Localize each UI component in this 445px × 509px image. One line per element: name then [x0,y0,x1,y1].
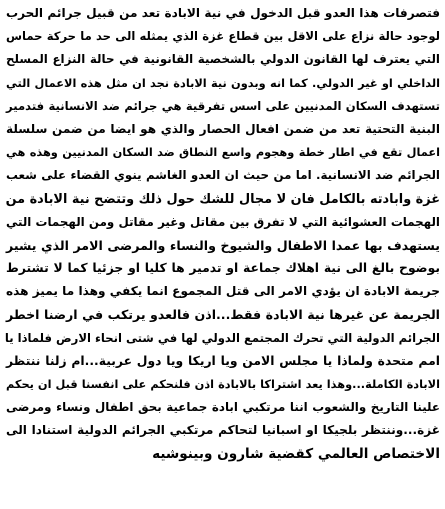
text-line-18: علينا التاريخ والشعوب اننا مرتكبي ابادة جماعية بحق اطفال ونساء ومرضى [6,400,440,415]
article-text [6,2,440,466]
text-line-17: الابادة الكاملة...وهذا يعد اشتراكا بالابادة اذن فلنحكم على انفسنا قبل ان يحكم [6,377,440,391]
text-line-7: اعمال تقع في اطار خطة وهجوم واسع النطاق ضد السكان المدنيين وهذه هي [6,145,440,160]
text-line-13: جريمة الابادة ان يؤدي الامر الى قتل المجموع انما يكفي وهذا ما يميز هذه [6,284,440,299]
text-line-20: الاختصاص العالمي كقضية شارون وبينوشيه [152,445,440,462]
text-line-3: التي يعترف لها القانون الدولي بالشخصية القانونية في حالة النزاع المسلح [6,52,440,67]
text-line-12: بوضوح بالغ الى نية اهلاك جماعة او تدمير ها كليا او جزئيا كما لا تشترط [6,261,440,276]
text-line-4: الداخلي او غير الدولي. كما انه وبدون نية الابادة نجد ان مثل هذه الاعمال التي [6,75,440,90]
text-line-1: فتصرفات هذا العدو قبل الدخول في نية الابادة تعد من قبيل جرائم الحرب [6,6,440,20]
text-line-19: غزة...وننتظر بلجيكا او اسبانيا لتحاكم مرتكبي الجرائم الدولية استنادا الى [6,423,440,438]
text-line-6: البنية التحتية تعد من ضمن افعال الحصار والذي هو ايضا من ضمن سلسلة [6,121,440,136]
text-line-9: غزة وابادته بالكامل فان لا مجال للشك حول ذلك وتتضح نية الابادة من [5,191,440,207]
text-line-10: الهجمات العشوائية التي لا تفرق بين مقاتل وغير مقاتل ومن الهجمات التي [6,214,440,229]
text-line-8: الجرائم ضد الانسانية. اما من حيث ان العدو الغاشم ينوي القضاء على شعب [6,168,440,183]
text-line-15: الجرائم الدولية التي تحرك المجتمع الدولي لها في شتى انحاء الارض فلماذا يا [4,330,440,345]
text-line-14: الجريمة عن غيرها نية الابادة فقط...اذن فالعدو يرتكب في ارضنا اخطر [6,307,440,323]
text-line-2: لوجود حالة نزاع على الاقل بين قطاع غزة الذي يمثله الى حد ما حركة حماس [6,29,440,44]
text-line-5: تستهدف السكان المدنيين على اسس تفرقية هي جرائم ضد الانسانية فتدمير [6,98,440,113]
text-line-11: يستهدف بها عمدا الاطفال والشيوخ والنساء والمرضى الامر الذي يشير [6,237,440,253]
text-line-16: امم متحدة ولماذا يا مجلس الامن ويا اريكا ويا دول عربية...ام زلنا ننتظر [6,353,440,368]
